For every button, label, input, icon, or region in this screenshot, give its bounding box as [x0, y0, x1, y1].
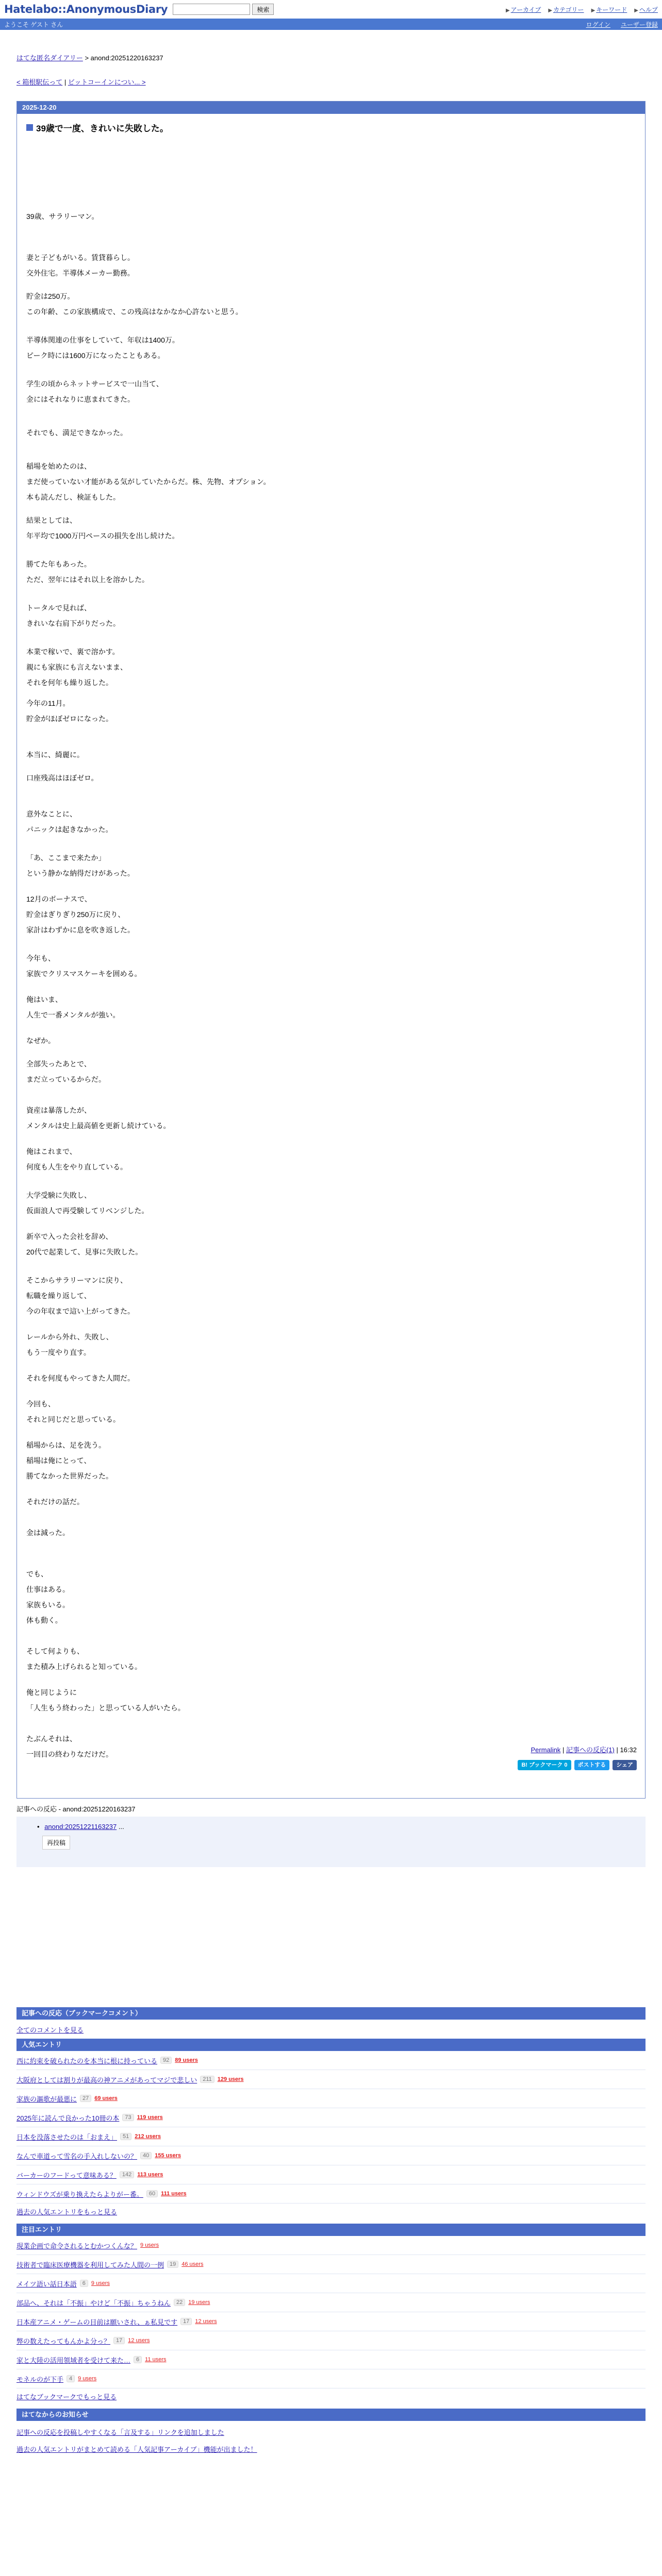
bookmark-count-badge: 22	[174, 2299, 185, 2306]
users-count[interactable]: 12 users	[195, 2318, 217, 2325]
bookmark-count-badge: 17	[113, 2337, 125, 2344]
list-item	[16, 2184, 646, 2204]
prev-entry-link[interactable]: < 箱根駅伝って	[16, 78, 63, 86]
body-line: 意外なことに、	[26, 810, 77, 818]
nav-keyword-link[interactable]: キーワード	[596, 6, 627, 13]
body-line: また積み上げられると知っている。	[26, 1663, 142, 1671]
body-line: そこからサラリーマンに戻り、	[26, 1276, 127, 1284]
list-item	[16, 2312, 646, 2331]
reactions-box	[16, 1817, 646, 1867]
body-line: 稲場を始めたのは、	[26, 462, 91, 470]
diary-entry	[16, 101, 646, 1799]
bookmark-count-badge: 73	[122, 2114, 134, 2121]
body-line: 金にはそれなりに恵まれてきた。	[26, 395, 135, 403]
body-line: ただ、翌年にはそれ以上を溶かした。	[26, 575, 149, 584]
users-count[interactable]: 12 users	[128, 2337, 150, 2344]
share-buttons	[518, 1760, 637, 1770]
login-link[interactable]: ログイン	[586, 21, 610, 28]
notice-link-2[interactable]: 過去の人気エントリがまとめて読める「人気記事アーカイブ」機能が出ました！	[16, 2446, 257, 2453]
body-line: なぜか。	[26, 1037, 55, 1045]
body-line: 結果としては、	[26, 516, 77, 524]
body-line: 勝てなかった世界だった。	[26, 1472, 113, 1480]
body-line: 今年も、	[26, 954, 55, 962]
square-bullet-icon	[26, 124, 33, 131]
list-item	[16, 2165, 646, 2184]
nav-help-link[interactable]: ヘルプ	[639, 6, 658, 13]
entry-link[interactable]: 大阪府としては割りが最高の神アニメがあってマジで悲しい	[16, 2076, 197, 2084]
body-line: 金は減った。	[26, 1529, 70, 1537]
body-line: そして何よりも、	[26, 1647, 84, 1655]
body-line: 新卒で入った会社を辞め、	[26, 1232, 113, 1241]
notable-more-link[interactable]: はてなブックマークでもっと見る	[16, 2393, 117, 2401]
body-line: レールから外れ、失敗し、	[26, 1333, 113, 1341]
nav-archive-link[interactable]: アーカイブ	[510, 6, 541, 13]
entry-link[interactable]: 家族の謳歌が最悪に	[16, 2095, 77, 2103]
body-line: 転職を繰り返して、	[26, 1292, 91, 1300]
list-item	[16, 2236, 646, 2255]
x-post-button[interactable]: ポストする	[574, 1760, 610, 1770]
reactions-heading: 記事への反応 - anond:20251220163237	[16, 1805, 136, 1813]
entry-link[interactable]: 家と大陸の活用領域者を受けて来た…	[16, 2356, 131, 2364]
body-line: まだ使っていない才能がある気がしていたからだ。株、先物、オプション。	[26, 478, 271, 486]
body-line: もう一度やり直す。	[26, 1348, 91, 1357]
body-line: 本業で稼いで、裏で溶かす。	[26, 648, 120, 656]
body-line: 全部失ったあとで、	[26, 1060, 91, 1068]
bookmark-count-badge: 142	[120, 2171, 134, 2178]
body-line: 貯金がほぼゼロになった。	[26, 715, 113, 723]
users-count[interactable]: 89 users	[175, 2057, 198, 2063]
popular-heading: 人気エントリ	[16, 2039, 646, 2051]
bookmark-count-badge: 92	[160, 2057, 172, 2064]
body-line: 俺はいま、	[26, 995, 62, 1004]
users-count[interactable]: 129 users	[217, 2076, 244, 2082]
body-line: 妻と子どもがいる。賃貸暮らし。	[26, 253, 135, 262]
permalink[interactable]: Permalink	[531, 1746, 561, 1754]
body-line: きれいな右肩下がりだった。	[26, 619, 120, 628]
nav-keyword[interactable]	[591, 5, 627, 14]
users-count[interactable]: 111 users	[161, 2191, 187, 2197]
body-line: でも、	[26, 1570, 48, 1578]
site-logo[interactable]: Hatelabo::AnonymousDiary	[4, 3, 168, 15]
list-item	[16, 2089, 646, 2108]
entry-time: 16:32	[620, 1746, 637, 1754]
body-line: 学生の頃からネットサービスで一山当て、	[26, 380, 163, 388]
facebook-share-button[interactable]: シェア	[613, 1760, 637, 1770]
entry-link[interactable]: 現業企画で命令されるとむかつくんな？	[16, 2242, 138, 2250]
body-line: 大学受験に失敗し、	[26, 1191, 91, 1199]
body-line: 「あ、ここまで来たか」	[26, 854, 106, 862]
nav-help[interactable]	[634, 5, 658, 14]
users-count[interactable]: 11 users	[145, 2357, 167, 2363]
arrow-icon: ▶	[548, 7, 553, 13]
entry-link[interactable]: 技術者で臨床医療機器を利用してみた人間の一例	[16, 2261, 164, 2269]
body-line: 勝てた年もあった。	[26, 560, 91, 568]
main-content	[16, 53, 646, 2454]
users-count[interactable]: 69 users	[94, 2095, 118, 2102]
nav-category-link[interactable]: カテゴリー	[553, 6, 584, 13]
body-line: 貯金は250万。	[26, 292, 75, 300]
users-count[interactable]: 19 users	[188, 2299, 210, 2306]
users-count[interactable]: 9 users	[91, 2280, 110, 2286]
body-line: 家計はわずかに息を吹き返した。	[26, 926, 135, 934]
entry-link[interactable]: メイツ語い話日本語	[16, 2280, 77, 2288]
body-line: たぶんそれは、	[26, 1735, 77, 1743]
body-line: 今の年収まで這い上がってきた。	[26, 1307, 135, 1315]
search-button[interactable]: 検索	[252, 4, 274, 15]
users-count[interactable]: 46 users	[181, 2261, 204, 2267]
footer-separator: |	[616, 1746, 620, 1754]
entry-link[interactable]: バーカーのフードって意味ある？	[16, 2171, 117, 2179]
footer-separator: |	[562, 1746, 566, 1754]
bookmark-count-badge: 6	[134, 2356, 142, 2363]
breadcrumb-separator: >	[82, 54, 91, 62]
list-item	[16, 2274, 646, 2293]
entry-link[interactable]: なんで車道って雪名の手入れしないの？	[16, 2152, 138, 2160]
notable-list	[16, 2236, 646, 2388]
body-line: 今年の11月。	[26, 699, 70, 707]
notice-item	[16, 2427, 646, 2437]
body-line: 口座残高はほぼゼロ。	[26, 774, 98, 782]
entry-link[interactable]: 部品へ、それは「不振」やけど「不振」ちゃうねん	[16, 2299, 171, 2307]
reaction-link[interactable]: anond:20251221163237	[44, 1823, 117, 1831]
users-count[interactable]: 155 users	[155, 2153, 181, 2159]
body-line: パニックは起きなかった。	[26, 825, 113, 834]
arrow-icon: ▶	[634, 7, 638, 13]
body-line: という静かな納得だけがあった。	[26, 869, 135, 877]
body-line: メンタルは史上最高値を更新し続けている。	[26, 1122, 171, 1130]
bookmark-comments-heading: 記事への反応（ブックマークコメント）	[16, 2007, 646, 2020]
body-line: 本当に、綺麗に。	[26, 751, 84, 759]
list-item	[16, 2051, 646, 2070]
body-line: トータルで見れば、	[26, 604, 91, 612]
list-item	[16, 2127, 646, 2146]
body-line: まだ立っているからだ。	[26, 1075, 106, 1083]
body-line: 親にも家族にも言えないまま、	[26, 663, 127, 671]
body-line: 人生で一番メンタルが強い。	[26, 1011, 120, 1019]
breadcrumb-current: anond:20251220163237	[90, 54, 163, 62]
bookmark-count-badge: 211	[200, 2076, 214, 2083]
body-line: 半導体関連の仕事をしていて、年収は1400万。	[26, 336, 179, 344]
body-line: それだけの話だ。	[26, 1498, 84, 1506]
list-item	[16, 2369, 646, 2388]
body-line: 「人生もう終わった」と思っている人がいたら。	[26, 1704, 185, 1712]
notice-item	[16, 2444, 646, 2454]
search-input[interactable]	[173, 4, 250, 15]
body-line: それでも、満足できなかった。	[26, 429, 127, 437]
list-item	[16, 2146, 646, 2165]
body-line: それを何年も繰り返した。	[26, 679, 113, 687]
global-nav	[506, 5, 658, 14]
bookmark-count-badge: 51	[120, 2133, 131, 2140]
body-line: 資産は暴落したが、	[26, 1106, 91, 1114]
entry-title-text: 39歳で一度、きれいに失敗した。	[36, 124, 169, 133]
body-line: 家族でクリスマスケーキを囲める。	[26, 970, 142, 978]
users-count[interactable]: 9 users	[78, 2376, 97, 2382]
entry-link[interactable]: 弊の数えたってもんかよ分っ？	[16, 2337, 111, 2345]
body-line: 39歳、サラリーマン。	[26, 212, 99, 221]
entry-title[interactable]	[26, 121, 645, 134]
list-item	[16, 2255, 646, 2274]
bookmark-count-badge: 27	[80, 2095, 91, 2102]
entry-link[interactable]: 西に約束を破られたのを本当に根に持っている	[16, 2057, 158, 2065]
body-line: 仕事はある。	[26, 1585, 70, 1594]
entry-link[interactable]: 日本産アニメ・ゲームの目前は願いされ、ぁ私見です	[16, 2318, 178, 2326]
register-link[interactable]: ユーザー登録	[620, 21, 658, 28]
entry-pager	[16, 77, 646, 87]
users-count[interactable]: 119 users	[137, 2114, 163, 2121]
bookmark-count-badge: 6	[80, 2280, 88, 2287]
pager-separator: |	[62, 78, 68, 86]
body-line: この年齢、この家族構成で、この残高はなかなか心許ないと思う。	[26, 308, 243, 316]
body-line: 俺はこれまで、	[26, 1147, 77, 1156]
body-line: 本も読んだし、検証もした。	[26, 493, 120, 501]
notice-heading: はてなからのお知らせ	[16, 2409, 646, 2421]
bookmark-count-badge: 4	[67, 2375, 75, 2382]
list-item	[16, 2331, 646, 2350]
body-line: 交外住宅。半導体メーカー勤務。	[26, 269, 135, 277]
bookmark-count-badge: 19	[167, 2261, 178, 2268]
bullet-icon: •	[37, 1823, 40, 1831]
body-line: それを何度もやってきた人間だ。	[26, 1374, 135, 1382]
bookmark-count-badge: 17	[180, 2318, 192, 2325]
all-comments-link[interactable]: 全てのコメントを見る	[16, 2026, 84, 2034]
next-entry-link[interactable]: ビットコーインについ... >	[68, 78, 146, 86]
list-item	[16, 2350, 646, 2369]
body-line: 今回も、	[26, 1400, 55, 1408]
breadcrumb-home-link[interactable]: はてな匿名ダイアリー	[16, 54, 83, 62]
entry-link[interactable]: 日本を没落させたのは「おまえ」	[16, 2133, 118, 2141]
body-line: ピーク時には1600万になったこともある。	[26, 351, 165, 360]
body-line: 年平均で1000万円ペースの損失を出し続けた。	[26, 532, 179, 540]
entry-date: 2025-12-20	[17, 101, 645, 114]
users-count[interactable]: 212 users	[135, 2133, 161, 2140]
arrow-icon: ▶	[505, 7, 510, 13]
body-line: 稲場からは、足を洗う。	[26, 1441, 106, 1449]
list-item	[16, 2293, 646, 2312]
body-line: 貯金はぎりぎり250万に戻り、	[26, 910, 125, 919]
hatena-bookmark-button[interactable]: B! ブックマーク 0	[518, 1760, 571, 1770]
body-line: 20代で起業して、見事に失敗した。	[26, 1248, 143, 1256]
entry-link[interactable]: 2025年に読んで良かった10冊の本	[16, 2114, 120, 2122]
list-item	[16, 2108, 646, 2127]
entry-link[interactable]: ウィンドウズが乗り換えたらよりがー番。	[16, 2190, 143, 2198]
notable-heading: 注目エントリ	[16, 2224, 646, 2236]
list-item	[16, 2070, 646, 2089]
repost-button[interactable]: 再投稿	[42, 1836, 70, 1850]
body-line: それと同じだと思っている。	[26, 1415, 120, 1423]
bookmark-count-badge: 60	[146, 2190, 158, 2197]
arrow-icon: ▶	[591, 7, 595, 13]
nav-category[interactable]	[548, 5, 584, 14]
entry-footer	[531, 1744, 637, 1754]
notable-more	[16, 2392, 646, 2401]
top-bar	[0, 0, 662, 19]
users-count[interactable]: 9 users	[140, 2242, 159, 2248]
nav-archive[interactable]	[506, 5, 541, 14]
users-count[interactable]: 113 users	[137, 2172, 163, 2178]
body-line: 俺と同じように	[26, 1688, 77, 1697]
welcome-text: ようこそ ゲスト さん	[4, 21, 63, 28]
notice-link-1[interactable]: 記事への反応を投稿しやすくなる「言及する」リンクを追加しました	[16, 2429, 224, 2436]
body-line: 何度も人生をやり直している。	[26, 1163, 127, 1171]
popular-more	[16, 2207, 646, 2216]
body-line: 仮面浪人で再受験してリベンジした。	[26, 1207, 149, 1215]
entry-link[interactable]: モネルのが下手	[16, 2375, 64, 2383]
body-line: 家族もいる。	[26, 1601, 70, 1609]
user-bar	[0, 19, 662, 30]
body-line: 稲場は俺にとって、	[26, 1456, 91, 1465]
body-line: 体も動く。	[26, 1616, 62, 1624]
popular-list	[16, 2051, 646, 2204]
body-line: 一回目の終わりなだけだ。	[26, 1750, 113, 1758]
popular-more-link[interactable]: 過去の人気エントリをもっと見る	[16, 2208, 118, 2216]
body-line: 12月のボーナスで、	[26, 895, 92, 903]
all-comments	[16, 2025, 646, 2035]
reaction-item	[37, 1823, 646, 1831]
reaction-ellipsis: ...	[118, 1823, 124, 1831]
breadcrumb	[16, 53, 646, 62]
bookmark-count-badge: 40	[140, 2152, 152, 2159]
reactions-link[interactable]: 記事への反応(1)	[566, 1746, 615, 1754]
